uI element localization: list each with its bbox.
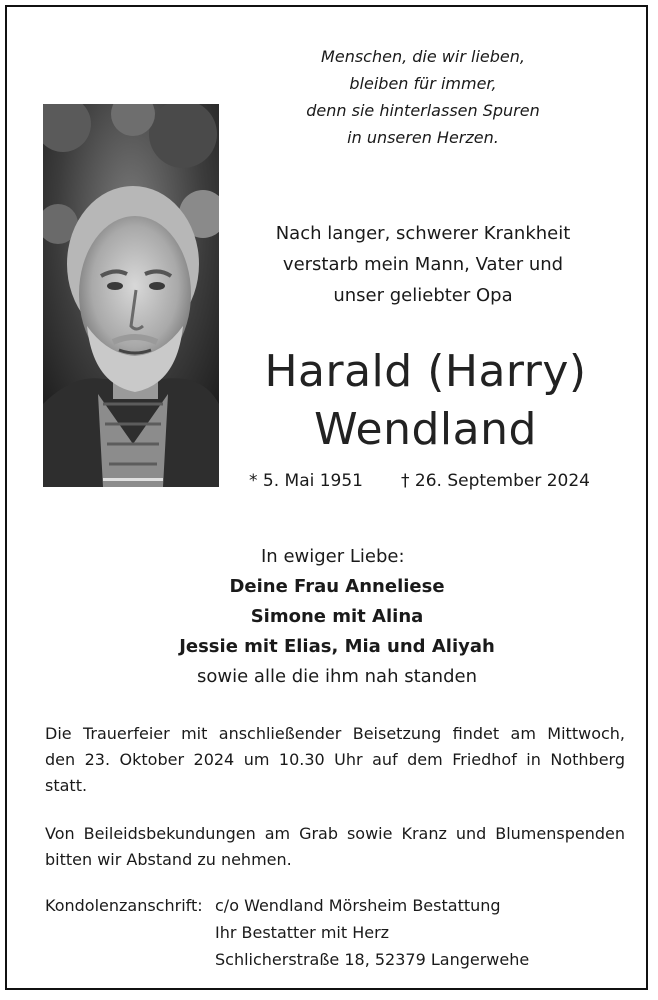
condolence-label: Kondolenzanschrift:	[45, 896, 203, 915]
mourner-line: Jessie mit Elias, Mia und Aliyah	[179, 636, 495, 657]
poem-line: bleiben für immer,	[349, 74, 497, 93]
condolence-request	[45, 821, 625, 873]
intro-line: Nach langer, schwerer Krankheit	[275, 223, 571, 244]
deceased-name	[243, 343, 608, 459]
notice-line: bitten wir Abstand zu nehmen.	[45, 850, 292, 869]
obituary-frame	[5, 5, 648, 990]
portrait-photo	[43, 104, 219, 487]
address-line: Ihr Bestatter mit Herz	[215, 923, 390, 942]
family-intro: In ewiger Liebe:	[261, 546, 405, 567]
poem-line: Menschen, die wir lieben,	[321, 47, 525, 66]
portrait-image	[43, 104, 219, 487]
funeral-line: statt.	[45, 776, 88, 795]
funeral-line: den 23. Oktober 2024 um 10.30 Uhr auf dem Friedhof in Nothberg	[45, 750, 625, 769]
funeral-line: Die Trauerfeier mit anschließender Beisetzung findet am Mittwoch,	[45, 724, 625, 743]
poem-line: denn sie hinterlassen Spuren	[306, 101, 540, 120]
mourner-line: Deine Frau Anneliese	[229, 576, 445, 597]
address-line: Schlicherstraße 18, 52379 Langerwehe	[215, 950, 530, 969]
name-line-2: Wendland	[314, 404, 537, 455]
name-line-1: Harald (Harry)	[264, 346, 587, 397]
birth-date: * 5. Mai 1951	[249, 471, 364, 491]
notice-line: Von Beileidsbekundungen am Grab sowie Kranz und Blumenspenden	[45, 824, 625, 843]
mourner-line: Simone mit Alina	[250, 606, 424, 627]
mourners-list	[137, 542, 537, 692]
address-line: c/o Wendland Mörsheim Bestattung	[215, 896, 501, 915]
intro-line: unser geliebter Opa	[333, 285, 513, 306]
condolence-address	[45, 892, 625, 973]
family-closing: sowie alle die ihm nah standen	[197, 666, 477, 687]
intro-line: verstarb mein Mann, Vater und	[282, 254, 564, 275]
poem-line: in unseren Herzen.	[347, 128, 499, 147]
memorial-poem	[239, 43, 607, 151]
funeral-info	[45, 721, 625, 799]
death-date: † 26. September 2024	[401, 471, 590, 491]
death-announcement	[263, 218, 583, 311]
